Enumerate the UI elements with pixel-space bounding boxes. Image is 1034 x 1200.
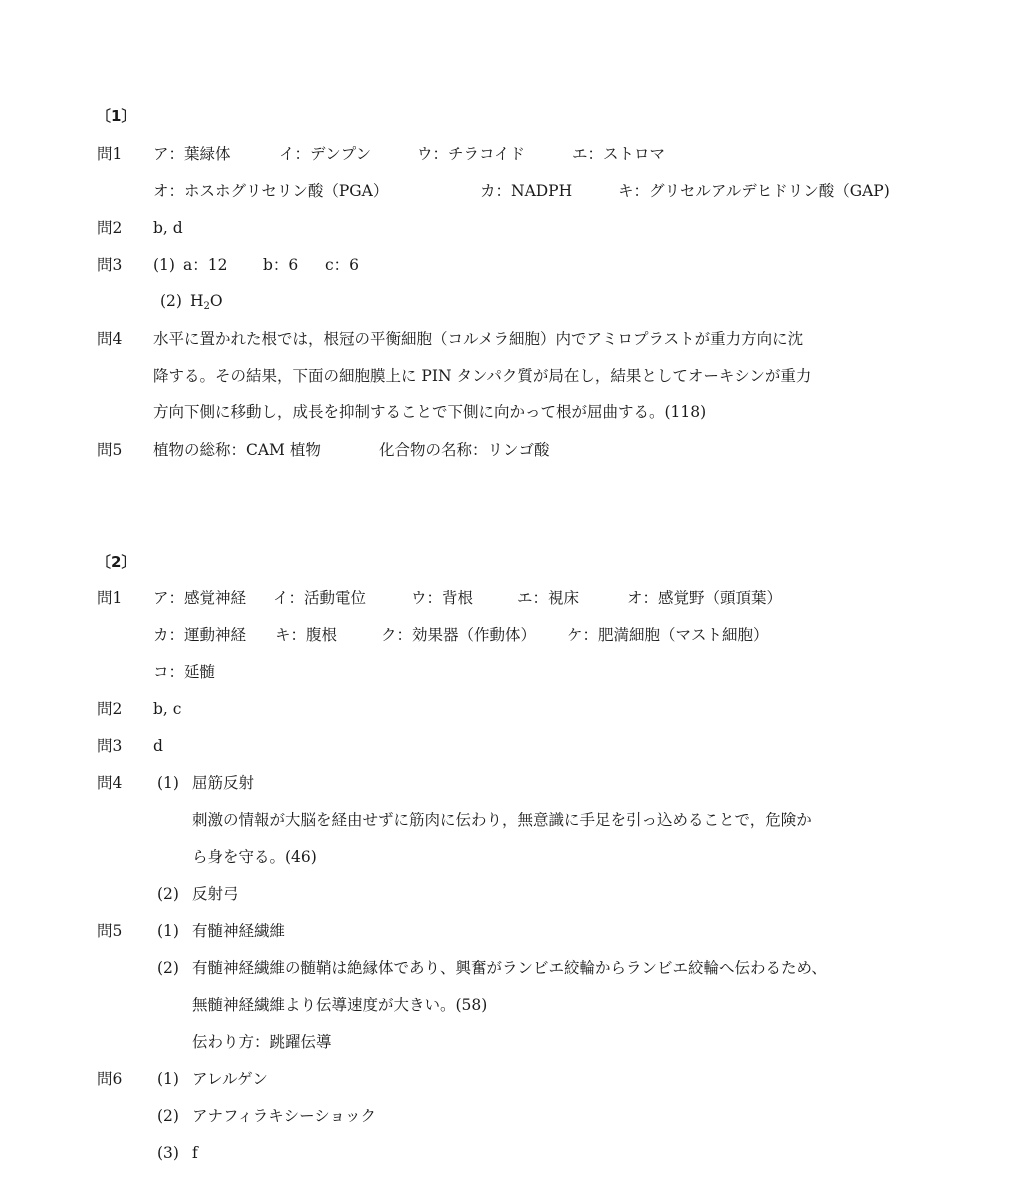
s2-q6-sub1 (157, 1069, 268, 1089)
answer-item: オ：感覚野（頭頂葉） (627, 589, 783, 607)
answer-item: 化合物の名称：リンゴ酸 (379, 441, 550, 459)
sub-number: (1) (157, 1070, 179, 1088)
formula-h: H (190, 292, 204, 310)
s2-q4-sub1 (157, 773, 254, 793)
sub-number: (2) (157, 885, 179, 903)
formula-subscript: 2 (203, 301, 210, 312)
answer-item: ク：効果器（作動体） (381, 626, 537, 644)
sub-number: (2) (160, 292, 182, 310)
s1-q4-line: 降する。その結果，下面の細胞膜上に PIN タンパク質が局在し，結果としてオーキシンが重力 (153, 367, 812, 385)
s2-q4-explanation-line: ら身を守る。(46) (192, 848, 317, 866)
answer-item: イ：デンプン (279, 145, 372, 163)
sub-number: (1) (157, 774, 179, 792)
answer-item: アレルゲン (192, 1070, 268, 1088)
answer-item: ケ：肥満細胞（マスト細胞） (567, 626, 769, 644)
answer-item: b：6 (263, 256, 299, 274)
section-1-heading: 〔1〕 (96, 107, 137, 125)
s2-q6-sub3 (157, 1143, 198, 1163)
answer-item: アナフィラキシーショック (192, 1107, 376, 1125)
sub-number: (2) (157, 1107, 179, 1125)
s2-q4-label: 問4 (97, 774, 123, 792)
s1-q1-row2 (153, 181, 890, 201)
s1-q1-row1 (153, 144, 665, 164)
answer-item: f (192, 1144, 198, 1162)
s1-q2-label: 問2 (97, 219, 123, 237)
s2-q1-row3: コ：延髄 (153, 663, 216, 681)
answer-item: 屈筋反射 (192, 774, 255, 792)
sub-number: (1) (153, 256, 175, 274)
s2-q1-row1 (153, 588, 782, 608)
answer-item: エ：視床 (517, 589, 580, 607)
answer-item: ア：葉緑体 (153, 145, 231, 163)
s1-q4-line: 水平に置かれた根では，根冠の平衡細胞（コルメラ細胞）内でアミロプラストが重力方向に沈 (153, 330, 804, 348)
s1-q3-label: 問3 (97, 256, 123, 274)
s2-q2-label: 問2 (97, 700, 123, 718)
s2-q4-explanation-line: 刺激の情報が大脳を経由せずに筋肉に伝わり，無意識に手足を引っ込めることで，危険か (192, 811, 812, 829)
s2-q5-sub1 (157, 921, 285, 941)
answer-item: ウ：チラコイド (417, 145, 526, 163)
answer-item: 有髄神経繊維の髄鞘は絶縁体であり、興奮がランビエ絞輪からランビエ絞輪へ伝わるため、 (192, 959, 827, 977)
sub-number: (2) (157, 959, 179, 977)
section-2-heading: 〔2〕 (96, 553, 137, 571)
answer-item: a：12 (183, 256, 228, 274)
s2-q3-label: 問3 (97, 737, 123, 755)
s1-q4-label: 問4 (97, 330, 123, 348)
answer-item: c：6 (325, 256, 360, 274)
s1-q3-sub1 (153, 255, 359, 275)
s2-q1-label: 問1 (97, 589, 123, 607)
s2-q3-answer: d (153, 737, 163, 755)
answer-item: キ：腹根 (275, 626, 338, 644)
s2-q5-explanation-line: 伝わり方：跳躍伝導 (192, 1033, 332, 1051)
sub-number: (3) (157, 1144, 179, 1162)
answer-item: カ：運動神経 (153, 626, 247, 644)
answer-item: ア：感覚神経 (153, 589, 247, 607)
s1-q2-answer: b, d (153, 219, 183, 237)
formula-o: O (209, 292, 223, 310)
answer-item: オ：ホスホグリセリン酸（PGA） (153, 182, 389, 200)
s2-q2-answer: b, c (153, 700, 182, 718)
s2-q4-sub2 (157, 884, 239, 904)
answer-item: カ：NADPH (480, 182, 573, 200)
s1-q5-answer (153, 440, 550, 460)
s2-q6-label: 問6 (97, 1070, 123, 1088)
answer-item: イ：活動電位 (273, 589, 367, 607)
answer-item: キ：グリセルアルデヒドリン酸（GAP) (618, 182, 890, 200)
s2-q6-sub2 (157, 1106, 376, 1126)
answer-item: 植物の総称：CAM 植物 (153, 441, 321, 459)
s1-q3-sub2 (160, 291, 223, 317)
s1-q5-label: 問5 (97, 441, 123, 459)
sub-number: (1) (157, 922, 179, 940)
s2-q1-row2 (153, 625, 769, 645)
s1-q4-line: 方向下側に移動し，成長を抑制することで下側に向かって根が屈曲する。(118) (153, 403, 707, 421)
answer-item: 有髄神経繊維 (192, 922, 286, 940)
s2-q5-explanation-line: 無髄神経繊維より伝導速度が大きい。(58) (192, 996, 488, 1014)
s1-q1-label: 問1 (97, 145, 123, 163)
answer-item: エ：ストロマ (572, 145, 666, 163)
s2-q5-label: 問5 (97, 922, 123, 940)
answer-item: ウ：背根 (411, 589, 474, 607)
s2-q5-sub2 (157, 958, 827, 978)
answer-item: 反射弓 (192, 885, 239, 903)
